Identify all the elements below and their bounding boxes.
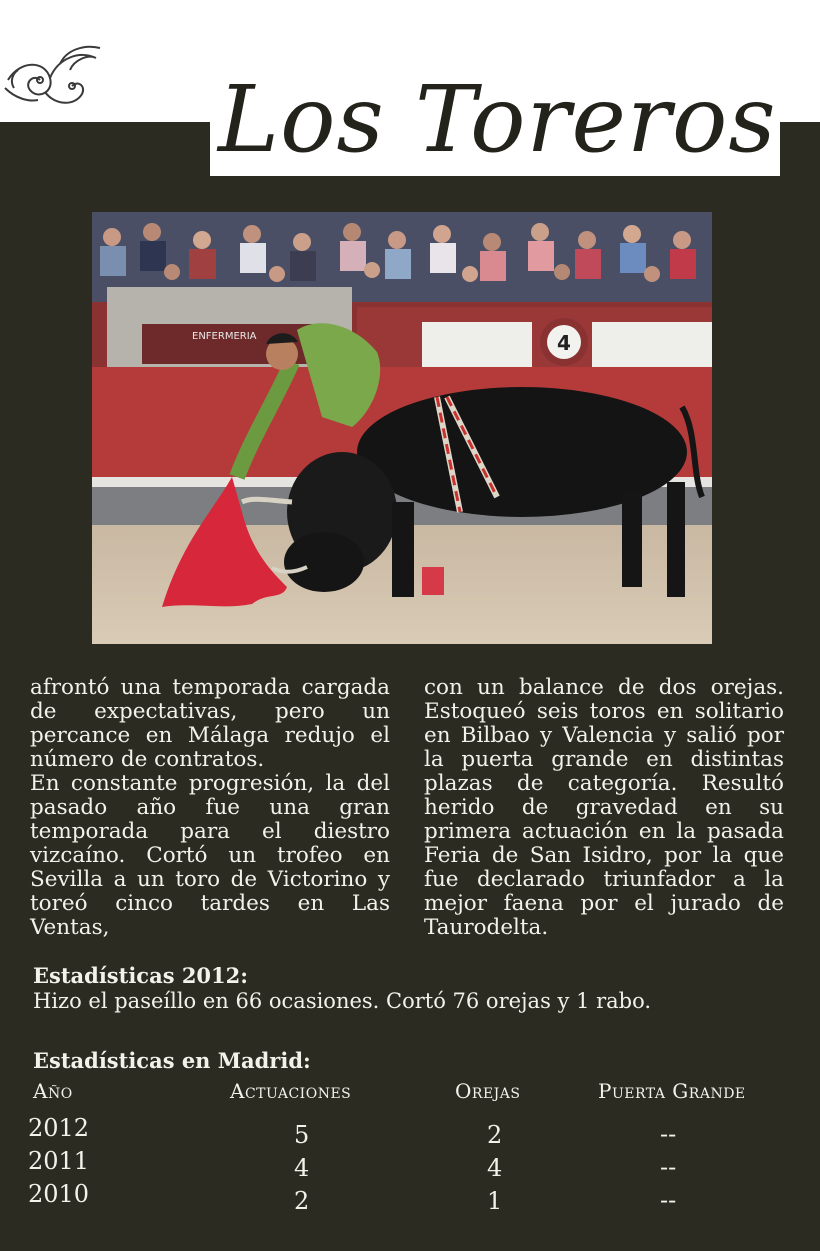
board-number: 4 (557, 331, 571, 355)
table-cell-actuaciones: 5 (294, 1121, 310, 1149)
madrid-stats-heading: Estadísticas en Madrid: (33, 1048, 311, 1073)
table-cell-orejas: 4 (487, 1154, 503, 1182)
bullfight-photo (92, 212, 712, 644)
stats-2012-text: Hizo el paseíllo en 66 ocasiones. Cortó 76 orejas y 1 rabo. (33, 989, 652, 1013)
table-cell-actuaciones: 4 (294, 1154, 310, 1182)
infirmary-sign: ENFERMERIA (192, 331, 257, 342)
table-cell-year: 2010 (28, 1180, 90, 1208)
article-paragraph: con un balance de dos orejas. Estoqueó seis toros en solitario en Bilbao y Valencia y salió por la puerta grande en distintas plazas de categoría. Resultó herido de gravedad en su primera actuación en la pasada Feria de San Isidro, por la que fue declarado triunfador a la mejor faena por el jurado de Taurodelta. (424, 675, 784, 940)
table-cell-orejas: 1 (487, 1187, 503, 1215)
table-header-puerta-grande: Puerta Grande (598, 1079, 746, 1103)
table-cell-puerta-grande: -- (660, 1186, 677, 1214)
table-cell-year: 2011 (28, 1147, 90, 1175)
page-title: Los Toreros (218, 66, 777, 173)
article-paragraph: En constante progresión, la del pasado año fue una gran temporada para el diestro vizcaíno. Cortó un trofeo en Sevilla a un toro de Victorino y toreó cinco tardes en Las Ventas, (30, 771, 390, 940)
table-header-year: Año (33, 1079, 73, 1103)
table-cell-year: 2012 (28, 1114, 90, 1142)
stats-2012 (33, 964, 793, 1014)
article-right-column (424, 676, 784, 940)
table-cell-puerta-grande: -- (660, 1153, 677, 1181)
flourish-ornament-icon (0, 40, 105, 115)
article-left-column (30, 676, 390, 940)
table-cell-puerta-grande: -- (660, 1120, 677, 1148)
table-header-orejas: Orejas (455, 1079, 521, 1103)
table-header-actuaciones: Actuaciones (230, 1079, 352, 1103)
table-cell-actuaciones: 2 (294, 1187, 310, 1215)
table-cell-orejas: 2 (487, 1121, 503, 1149)
article-paragraph: afrontó una temporada cargada de expectativas, pero un percance en Málaga redujo el número de contratos. (30, 675, 390, 772)
stats-2012-heading: Estadísticas 2012: (33, 963, 249, 988)
